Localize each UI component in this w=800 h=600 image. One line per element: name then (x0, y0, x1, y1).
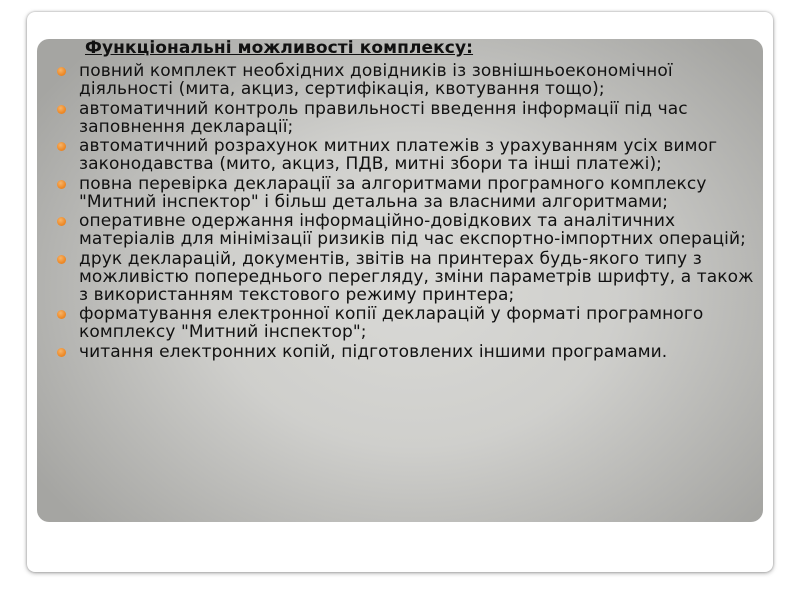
bullet-icon (57, 217, 66, 226)
list-item (45, 100, 765, 136)
slide-content (45, 38, 765, 362)
list-item-text: повна перевірка декларації за алгоритмами програмного комплексу "Митний інспектор" і більш детальна за власними алгоритмами; (79, 173, 707, 212)
bullet-icon (57, 180, 66, 189)
list-item (45, 212, 765, 248)
list-item (45, 305, 765, 341)
slide-heading: Функціональні можливості комплексу: (85, 38, 474, 58)
list-item-text: друк декларацій, документів, звітів на принтерах будь-якого типу з можливістю попереднього перегляду, зміни параметрів шрифту, а також з використанням текстового режиму принтера; (79, 248, 754, 305)
list-item-text: автоматичний розрахунок митних платежів з урахуванням усіх вимог законодавства (мито, акциз, ПДВ, митні збори та інші платежі); (79, 136, 718, 174)
list-item-text: автоматичний контроль правильності введення інформації під час заповнення декларації; (79, 98, 688, 137)
list-item-text: форматування електронної копії декларацій у форматі програмного комплексу "Митний інспектор"; (79, 304, 704, 342)
list-item-text: оперативне одержання інформаційно-довідкових та аналітичних матеріалів для мінімізації ризиків під час експортно-імпортних операцій; (79, 211, 746, 249)
bullet-icon (57, 142, 66, 151)
list-item (45, 175, 765, 211)
slide (27, 12, 773, 572)
list-item-text: повний комплект необхідних довідників із зовнішньоекономічної діяльності (мита, акциз, сертифікація, квотування тощо); (79, 61, 673, 99)
bullet-icon (57, 255, 66, 264)
list-item (45, 250, 765, 304)
list-item (45, 343, 765, 361)
list-item-text: читання електронних копій, підготовлених іншими програмами. (79, 341, 668, 362)
bullet-icon (57, 67, 66, 76)
bullet-icon (57, 348, 66, 357)
feature-list (45, 62, 765, 361)
bullet-icon (57, 105, 66, 114)
list-item (45, 137, 765, 173)
list-item (45, 62, 765, 98)
bullet-icon (57, 310, 66, 319)
